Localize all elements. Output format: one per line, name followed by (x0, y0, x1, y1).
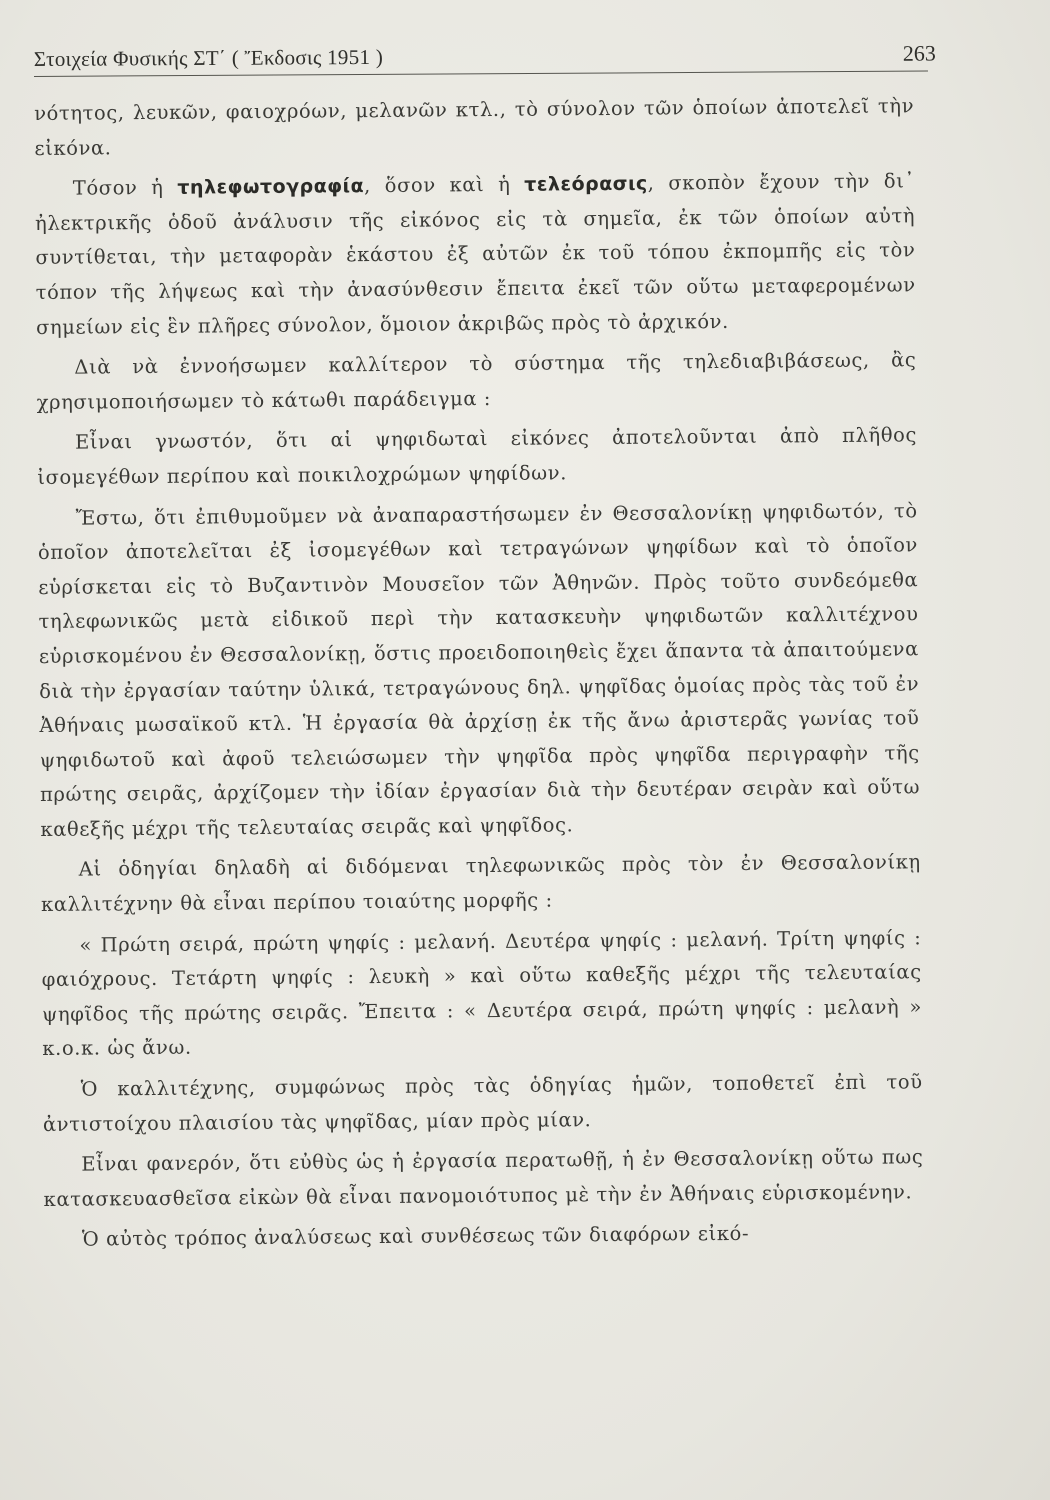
paragraph-lead: Τόσον ἡ (72, 175, 178, 200)
paragraph-instructions: Αἱ ὁδηγίαι δηλαδὴ αἱ διδόμεναι τηλεφωνικῶς πρὸς τὸν ἐν Θεσσαλονίκῃ καλλιτέχνην θὰ εἶναι περίπου τοιαύτης μορφῆς : (40, 850, 921, 917)
paragraph-rest: , σκοπὸν ἔχουν τὴν δι᾽ ἠλεκτρικῆς ὁδοῦ ἀνάλυσιν τῆς εἰκόνος εἰς τὰ σημεῖα, ἐκ τῶν ὁποίων αὐτὴ συντίθεται, τὴν μεταφορὰν ἑκάστου ἐξ αὐτῶν ἐκ τοῦ τόπου ἐκπομπῆς εἰς τὸν τόπον τῆς λήψεως καὶ τὴν ἀνασύνθεσιν ἔπειτα ἐκεῖ τῶν οὕτω μεταφερομένων σημείων εἰς ἓν πλῆρες σύνολον, ὅμοιον ἀκριβῶς πρὸς τὸ ἀρχικόν. (35, 169, 916, 339)
paragraph-quote: « Πρώτη σειρά, πρώτη ψηφίς : μελανή. Δευτέρα ψηφίς : μελανή. Τρίτη ψηφίς : φαιόχρους. Τετάρτη ψηφίς : λευκὴ » καὶ οὕτω καθεξῆς μέχρι τῆς τελευταίας ψηφῖδος τῆς πρώτης σειρᾶς. Ἔπειτα : « Δευτέρα σειρά, πρώτη ψηφίς : μελανὴ » κ.ο.κ. ὡς ἄνω. (41, 925, 923, 1061)
body-text (34, 89, 924, 1258)
term-television: τελεόρασις (524, 172, 648, 196)
paragraph-continuation: νότητος, λευκῶν, φαιοχρόων, μελανῶν κτλ., τὸ σύνολον τῶν ὁποίων ἀποτελεῖ τὴν εἰκόνα. (34, 94, 915, 160)
paragraph-final: Ὁ αὐτὸς τρόπος ἀναλύσεως καὶ συνθέσεως τῶν διαφόρων εἰκό- (81, 1222, 750, 1252)
paragraph-mid: , ὅσον καὶ ἡ (363, 172, 525, 198)
term-telephotography: τηλεφωτογραφία (177, 175, 365, 199)
paragraph-mosaics: Εἶναι γνωστόν, ὅτι αἱ ψηφιδωταὶ εἰκόνες ἀποτελοῦνται ἀπὸ πλῆθος ἰσομεγέθων περίπου καὶ ποικιλοχρώμων ψηφίδων. (37, 423, 918, 489)
running-title: Στοιχεία Φυσικής ΣΤ΄ ( Ἔκδοσις 1951 ) (33, 44, 384, 72)
page-number: 263 (902, 40, 936, 66)
paragraph-result: Εἶναι φανερόν, ὅτι εὐθὺς ὡς ἡ ἐργασία περατωθῇ, ἡ ἐν Θεσσαλονίκῃ οὕτω πως κατασκευασθεῖσα εἰκὼν θὰ εἶναι πανομοιότυπος μὲ τὴν ἐν Ἀθήναις εὑρισκομένην. (43, 1145, 924, 1211)
paragraph-artist: Ὁ καλλιτέχνης, συμφώνως πρὸς τὰς ὁδηγίας ἡμῶν, τοποθετεῖ ἐπὶ τοῦ ἀντιστοίχου πλαισίου τὰς ψηφῖδας, μίαν πρὸς μίαν. (42, 1070, 923, 1136)
paragraph-thessaloniki: Ἔστω, ὅτι ἐπιθυμοῦμεν νὰ ἀναπαραστήσωμεν ἐν Θεσσαλονίκῃ ψηφιδωτόν, τὸ ὁποῖον ἀποτελεῖται ἐξ ἰσομεγέθων καὶ τετραγώνων ψηφίδων καὶ τὸ ὁποῖον εὑρίσκεται εἰς τὸ Βυζαντινὸν Μουσεῖον τῶν Ἀθηνῶν. Πρὸς τοῦτο συνδεόμεθα τηλεφωνικῶς μετὰ εἰδικοῦ περὶ τὴν κατασκευὴν ψηφιδωτῶν καλλιτέχνου εὑρισκομένου ἐν Θεσσαλονίκῃ, ὅστις προειδοποιηθεὶς ἔχει ἅπαντα τὰ ἀπαιτούμενα διὰ τὴν ἐργασίαν ταύτην ὑλικά, τετραγώνους δηλ. ψηφῖδας ὁμοίας πρὸς τὰς τοῦ ἐν Ἀθήναις μωσαϊκοῦ κτλ. Ἡ ἐργασία θὰ ἀρχίσῃ ἐκ τῆς ἄνω ἀριστερᾶς γωνίας τοῦ ψηφιδωτοῦ καὶ ἀφοῦ τελειώσωμεν τὴν ψηφῖδα πρὸς ψηφῖδα περιγραφὴν τῆς πρώτης σειρᾶς, ἀρχίζομεν τὴν ἰδίαν ἐργασίαν διὰ τὴν δευτέραν σειρὰν καὶ οὕτω καθεξῆς μέχρι τῆς τελευταίας σειρᾶς καὶ ψηφῖδος. (37, 498, 921, 841)
paragraph-telephotography (35, 165, 916, 346)
paragraph-example-intro: Διὰ νὰ ἐννοήσωμεν καλλίτερον τὸ σύστημα τῆς τηλεδιαβιβάσεως, ἂς χρησιμοποιήσωμεν τὸ κάτωθι παράδειγμα : (36, 348, 917, 414)
page-header (33, 40, 936, 77)
